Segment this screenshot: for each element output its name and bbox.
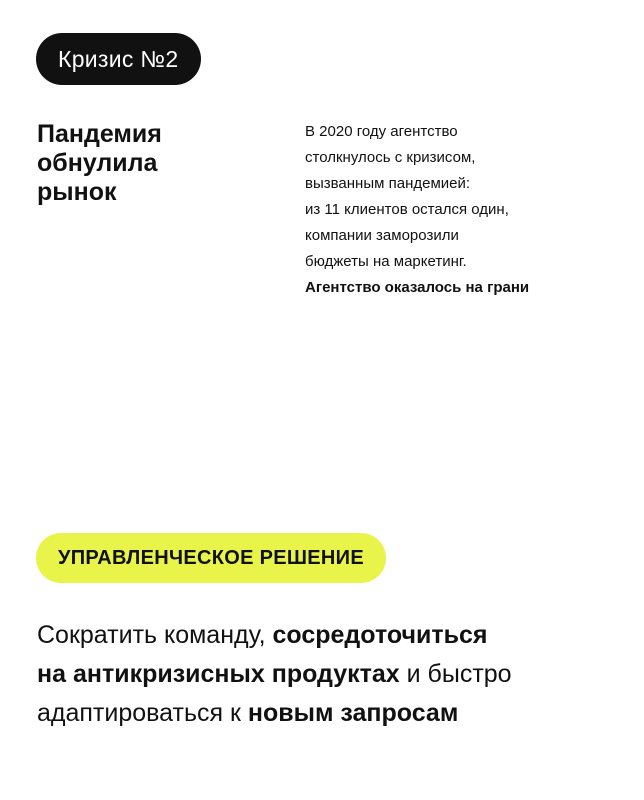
headline [37, 120, 257, 207]
decision-bold-text: сосредоточиться [272, 621, 488, 649]
decision-text [37, 616, 637, 733]
decision-regular-text: Сократить команду, [37, 621, 273, 649]
description-line: столкнулось с кризисом, [305, 149, 476, 166]
headline-line: рынок [37, 178, 117, 206]
description-line: бюджеты на маркетинг. [305, 253, 467, 270]
decision-line-3 [37, 694, 637, 733]
decision-bold-text: новым запросам [247, 699, 459, 727]
decision-pill [36, 533, 386, 583]
description-line: компании заморозили [305, 227, 459, 244]
headline-line: обнулила [37, 149, 158, 177]
headline-line: Пандемия [37, 120, 162, 148]
decision-line-2 [37, 655, 637, 694]
crisis-description [305, 119, 625, 301]
decision-regular-text: и быстро [399, 660, 512, 688]
decision-bold-text: на антикризисных продуктах [37, 660, 400, 688]
decision-line-1 [37, 616, 637, 655]
description-line: вызванным пандемией: [305, 175, 471, 192]
decision-pill-label: УПРАВЛЕНЧЕСКОЕ РЕШЕНИЕ [58, 546, 364, 569]
description-line: из 11 клиентов остался один, [305, 201, 509, 218]
crisis-badge-label: Кризис №2 [58, 45, 179, 72]
description-emphasis: Агентство оказалось на грани [305, 279, 530, 296]
crisis-badge [36, 33, 201, 85]
decision-regular-text: адаптироваться к [37, 699, 248, 727]
description-line: В 2020 году агентство [305, 123, 458, 140]
